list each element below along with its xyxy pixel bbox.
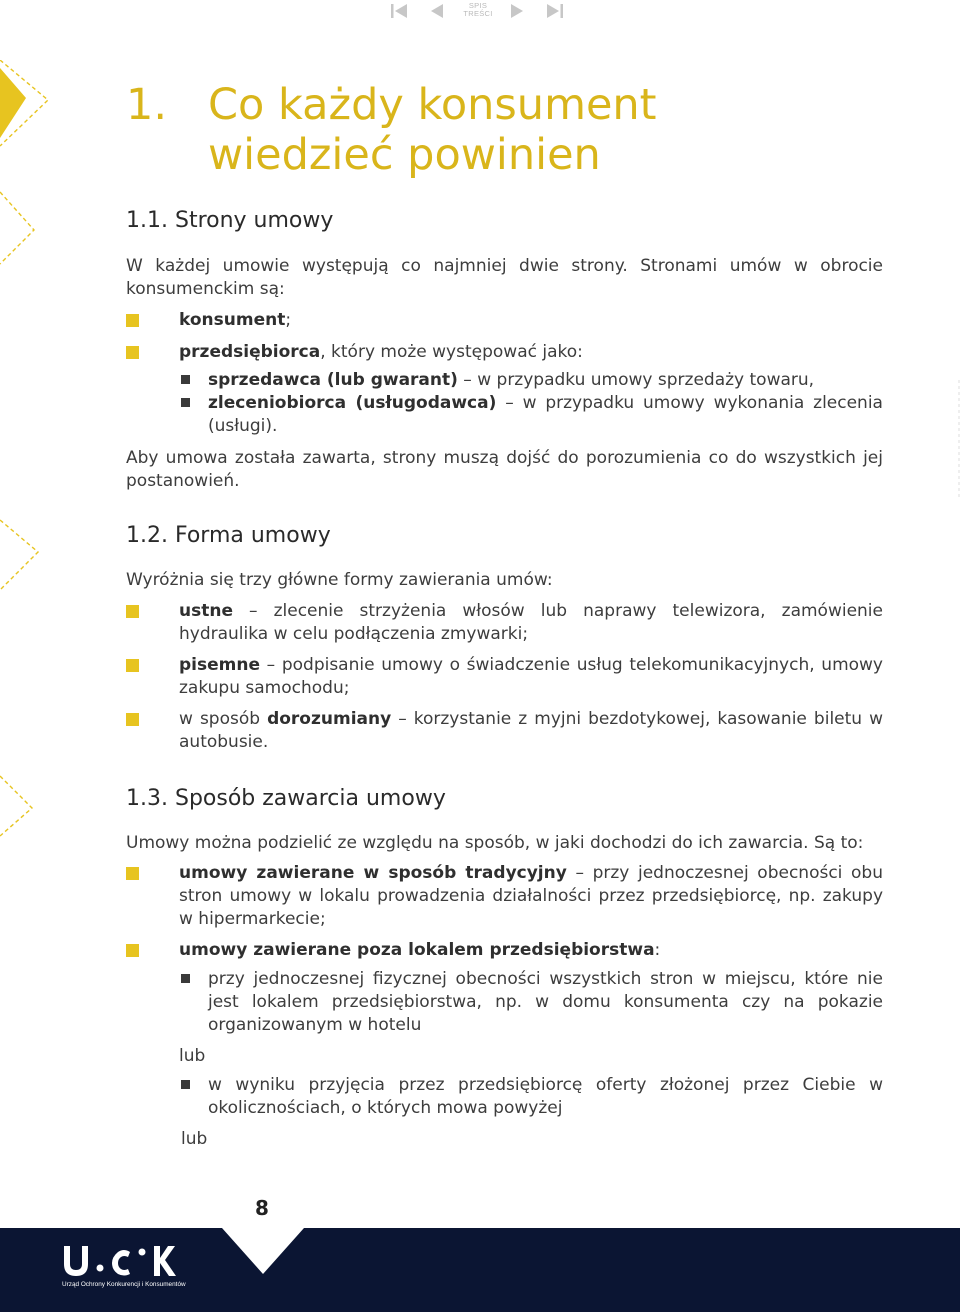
- section-heading-1-3: 1.3. Sposób zawarcia umowy: [126, 786, 446, 811]
- toc-label-line2: TREŚCI: [463, 9, 493, 18]
- list-item-text: – korzystanie z myjni bezdotykowej, kasowanie biletu w autobusie.: [179, 709, 884, 752]
- sub-list-item: [179, 369, 883, 392]
- chapter-title-line2: wiedzieć powinien: [208, 130, 601, 180]
- list-item-bold: umowy zawierane w sposób tradycyjny: [179, 863, 567, 883]
- list-item-bold: umowy zawierane poza lokalem przedsiębiorstwa: [179, 940, 655, 960]
- bullet-square-icon: [126, 944, 139, 957]
- sub-list-item-bold: zleceniobiorca (usługodawca): [208, 393, 497, 413]
- section-1-3-intro: Umowy można podzielić ze względu na sposób, w jaki dochodzi do ich zawarcia. Są to:: [126, 833, 864, 853]
- bullet-square-icon: [126, 867, 139, 880]
- list-item: [126, 309, 883, 332]
- top-navigation: [0, 0, 960, 22]
- list-item-bold: ustne: [179, 601, 233, 621]
- first-page-icon[interactable]: [390, 3, 408, 19]
- section-heading-1-1: 1.1. Strony umowy: [126, 208, 334, 233]
- bullet-square-icon: [126, 314, 139, 327]
- bullet-square-icon: [126, 346, 139, 359]
- bullet-small-square-icon: [181, 974, 190, 983]
- bullet-square-icon: [126, 713, 139, 726]
- chapter-title-text: [208, 80, 828, 180]
- list-item: [126, 939, 883, 962]
- list-item: [126, 341, 883, 364]
- list-item-bold: dorozumiany: [267, 709, 392, 729]
- chapter-title-line1: Co każdy konsument: [208, 80, 657, 130]
- list-item-prefix: w sposób: [179, 709, 268, 729]
- bullet-square-icon: [126, 659, 139, 672]
- list-item-text: , który może występować jako:: [320, 342, 583, 362]
- section-1-1-closing: Aby umowa została zawarta, strony muszą dojść do porozumienia co do wszystkich jej postanowień.: [126, 448, 883, 491]
- section-1-1-intro: W każdej umowie występują co najmniej dwie strony. Stronami umów w obrocie konsumenckim są:: [126, 256, 883, 299]
- sub-list-item: [179, 392, 883, 438]
- decorative-right-edge: [954, 380, 960, 500]
- list-item-bold: przedsiębiorca: [179, 342, 321, 362]
- bullet-square-icon: [126, 605, 139, 618]
- logo-caption: Urząd Ochrony Konkurencji i Konsumentów: [62, 1281, 186, 1288]
- list-item-bold: pisemne: [179, 655, 260, 675]
- table-of-contents-button[interactable]: [456, 2, 500, 18]
- decorative-margin-art: [0, 60, 60, 860]
- uokik-logo: [62, 1244, 186, 1280]
- list-item-text: – zlecenie strzyżenia włosów lub naprawy telewizora, zamówienie hydraulika w celu podłączenia zmywarki;: [179, 601, 883, 644]
- footer-triangle-decoration: [222, 1228, 304, 1278]
- list-item-text: :: [654, 940, 661, 960]
- connector-text: lub: [179, 1046, 206, 1066]
- page-number: 8: [255, 1196, 269, 1220]
- toc-label-line1: SPIS: [468, 1, 488, 10]
- bullet-small-square-icon: [181, 398, 190, 407]
- list-item-text: – podpisanie umowy o świadczenie usług telekomunikacyjnych, umowy zakupu samochodu;: [179, 655, 883, 698]
- connector-text: lub: [181, 1129, 208, 1149]
- bullet-small-square-icon: [181, 375, 190, 384]
- list-item-bold: konsument: [179, 310, 286, 330]
- previous-page-icon[interactable]: [430, 3, 444, 19]
- list-item: [126, 600, 883, 646]
- sub-list-item-text: – w przypadku umowy wykonania zlecenia (usługi).: [208, 393, 883, 436]
- chapter-title: [126, 80, 828, 180]
- next-page-icon[interactable]: [510, 3, 524, 19]
- sub-list-item-bold: sprzedawca (lub gwarant): [208, 370, 458, 390]
- list-item: [126, 654, 883, 700]
- list-item-text: ;: [285, 310, 292, 330]
- bullet-small-square-icon: [181, 1080, 190, 1089]
- list-item: [126, 708, 883, 754]
- sub-list-item-text: w wyniku przyjęcia przez przedsiębiorcę oferty złożonej przez Ciebie w okolicznościach, o których mowa powyżej: [208, 1075, 883, 1118]
- list-item: [126, 862, 883, 931]
- sub-list-item-text: – w przypadku umowy sprzedaży towaru,: [457, 370, 815, 390]
- section-1-2-intro: Wyróżnia się trzy główne formy zawierania umów:: [126, 570, 553, 590]
- section-heading-1-2: 1.2. Forma umowy: [126, 523, 331, 548]
- list-item-text: – przy jednoczesnej obecności obu stron umowy w lokalu prowadzenia działalności przez przedsiębiorcę, np. zakupy w hipermarkecie;: [179, 863, 883, 929]
- last-page-icon[interactable]: [546, 3, 564, 19]
- sub-list-item-text: przy jednoczesnej fizycznej obecności wszystkich stron w miejscu, które nie jest lokalem przedsiębiorstwa, np. w domu konsumenta czy na pokazie organizowanym w hotelu: [208, 969, 883, 1035]
- sub-list-item: [179, 968, 883, 1037]
- sub-list-item: [179, 1074, 883, 1120]
- chapter-number: 1.: [126, 80, 168, 130]
